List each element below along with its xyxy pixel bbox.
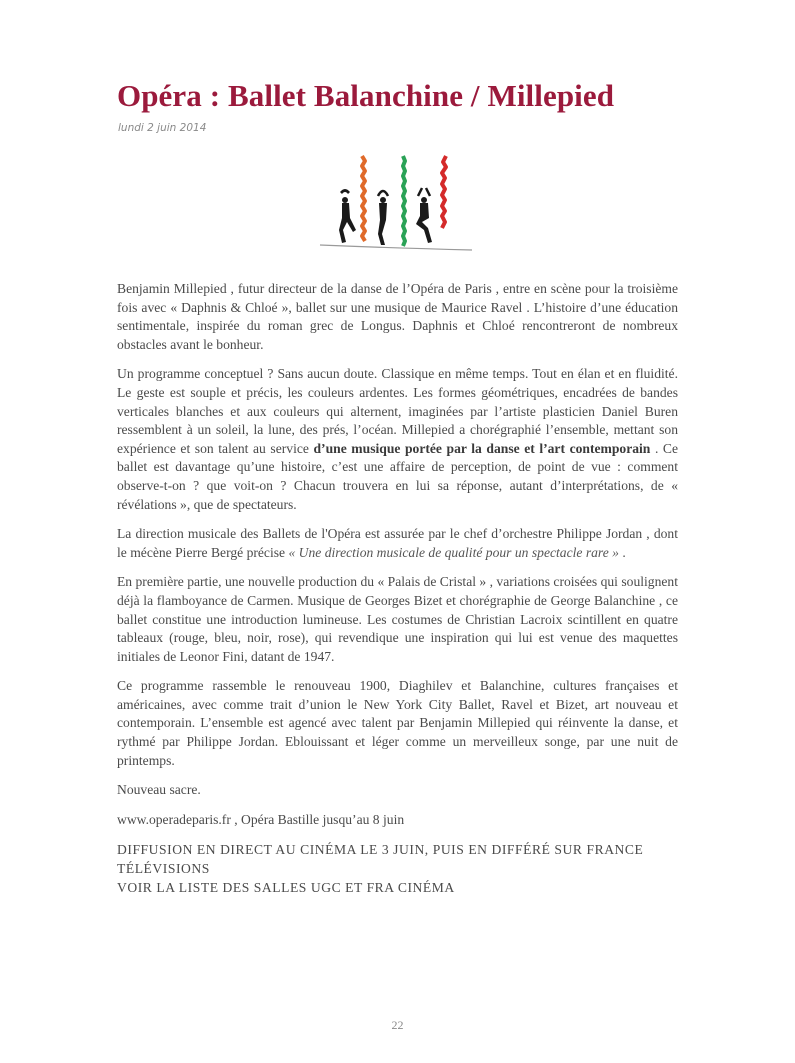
dancer-figure: [416, 188, 432, 243]
paragraph-direction-text-end: .: [618, 544, 626, 560]
paragraph-programme: Ce programme rassemble le renouveau 1900, Diaghilev et Balanchine, cultures françaises et américaines, avec comme trait d’union le New York City Ballet, Ravel et Bizet, art nouveau et contemporain. L’ensemble est agencé avec talent par Benjamin Millepied qui réinvente la danse, et rythmé par Philippe Jordan. Eblouissant et léger comme un merveilleux songe, par une nuit de printemps.: [117, 678, 678, 768]
stripe-green: [403, 156, 405, 246]
broadcast-line-2: TÉLÉVISIONS: [117, 861, 210, 877]
broadcast-line-3: VOIR LA LISTE DES SALLES UGC ET FRA CINÉMA: [117, 880, 455, 896]
paragraph-direction-text: La direction musicale des Ballets de l'Opéra est assurée par le chef d’orchestre Philippe Jordan , dont le mécène Pierre Bergé précise: [117, 526, 678, 560]
article-illustration: [312, 150, 480, 256]
paragraph-concept-text-end: . Ce ballet est davantage qu’une histoire, c’est une affaire de perception, de point de vue : comment observe-t-on ? que voit-on ? Chacun trouvera en lui sa réponse, autant d’interprétations, de « révélations », que de spectateurs.: [117, 440, 679, 512]
paragraph-direction: [117, 525, 678, 562]
dancer-figure: [378, 191, 388, 245]
paragraph-intro: Benjamin Millepied , futur directeur de la danse de l’Opéra de Paris , entre en scène pour la troisième fois avec « Daphnis & Chloé », ballet sur une musique de Maurice Ravel . L’histoire d’une éducation sentimentale, inspirée du roman grec de Longus. Daphnis et Chloé rencontreront de nombreux obstacles avant le bonheur.: [117, 281, 678, 352]
dancer-figure: [339, 189, 356, 243]
paragraph-venue-link: www.operadeparis.fr , Opéra Bastille jusqu’au 8 juin: [117, 811, 405, 827]
paragraph-nouveau-sacre: Nouveau sacre.: [117, 782, 201, 798]
paragraph-first-part: En première partie, une nouvelle production du « Palais de Cristal » , variations croisées qui soulignent déjà la flamboyance de Carmen. Musique de Georges Bizet et chorégraphie de George Balanchine , ce ballet constitue une introduction lumineuse. Les costumes de Christian Lacroix scintillent en quatre tableaux (rouge, bleu, noir, rose), qui revendique une inspiration qui lui est venue des maquettes initiales de Leonor Fini, datant de 1947.: [117, 574, 678, 664]
broadcast-line-1: DIFFUSION EN DIRECT AU CINÉMA LE 3 JUIN, PUIS EN DIFFÉRÉ SUR FRANCE: [117, 842, 644, 858]
paragraph-concept-text: Un programme conceptuel ? Sans aucun doute. Classique en même temps. Tout en élan et en fluidité. Le geste est souple et précis, les couleurs ardentes. Les formes géométriques, encadrées de bandes verticales blanches et aux couleurs qui alternent, imaginées par l’artiste plasticien Daniel Buren ressemblent à un soleil, la lune, des prés, l’océan. Millepied a chorégraphié l’ensemble, mettant son expérience et son talent au service: [117, 366, 678, 456]
dancers-illustration-icon: [312, 150, 480, 256]
stripe-orange: [362, 156, 365, 241]
paragraph-concept-bold: d’une musique portée par la danse et l’art contemporain: [313, 440, 651, 456]
ground-line: [320, 245, 472, 250]
paragraph-concept: [117, 365, 678, 514]
article-body: [117, 280, 678, 897]
stripe-red: [442, 156, 446, 228]
broadcast-notice: [117, 840, 678, 897]
page-number: 22: [391, 1018, 404, 1032]
article-title: Opéra : Ballet Balanchine / Millepied: [117, 78, 615, 113]
paragraph-direction-quote: « Une direction musicale de qualité pour un spectacle rare »: [288, 544, 619, 560]
article-date: lundi 2 juin 2014: [118, 122, 207, 134]
